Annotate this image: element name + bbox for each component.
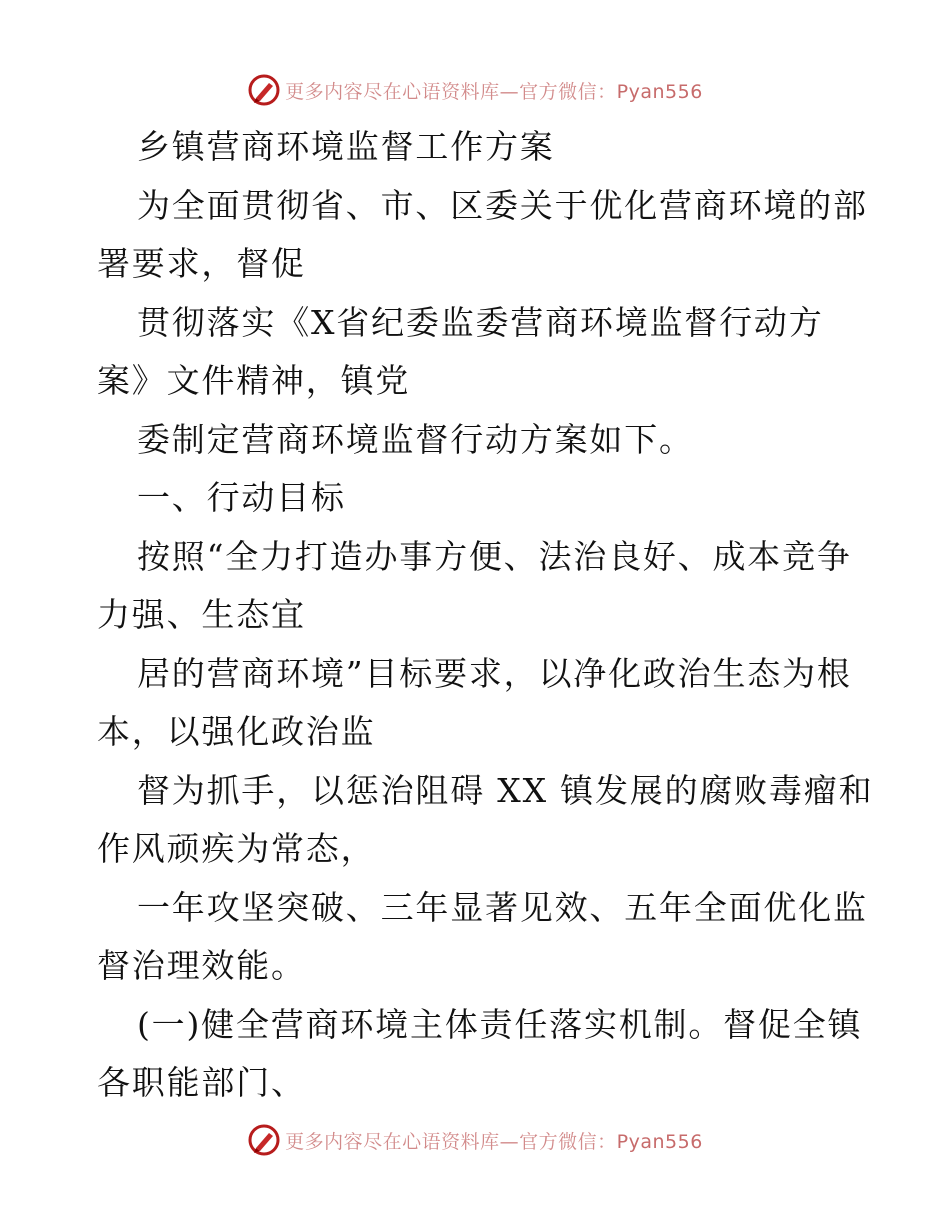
document-body [97, 118, 874, 1113]
text-line: 乡镇营商环境监督工作方案 [137, 127, 555, 166]
watermark-text: 更多内容尽在心语资料库—官方微信：Pyan556 [285, 80, 703, 103]
text-line: 一、行动目标 [137, 478, 346, 517]
text-line: 督治理效能。 [97, 946, 306, 985]
text-line: 各职能部门、 [97, 1063, 306, 1102]
text-line: 督为抓手，以惩治阻碍 XX 镇发展的腐败毒瘤和 [137, 770, 874, 810]
text-line: 居的营商环境”目标要求，以净化政治生态为根 [137, 653, 852, 693]
text-line: 贯彻落实《X省纪委监委营商环境监督行动方 [137, 302, 824, 342]
text-line: 按照“全力打造办事方便、法治良好、成本竞争 [137, 536, 852, 576]
text-line: 委制定营商环境监督行动方案如下。 [137, 419, 694, 459]
text-line: 署要求，督促 [97, 244, 306, 283]
text-line: 本，以强化政治监 [97, 712, 376, 751]
text-line: (一)健全营商环境主体责任落实机制。督促全镇 [137, 1004, 863, 1044]
watermark-text: 更多内容尽在心语资料库—官方微信：Pyan556 [285, 1130, 703, 1153]
text-line: 作风顽疾为常态， [97, 829, 376, 868]
pen-logo-icon [247, 73, 281, 107]
text-line: 案》文件精神，镇党 [97, 361, 411, 400]
text-line: 一年攻坚突破、三年显著见效、五年全面优化监 [137, 887, 868, 927]
watermark-footer [0, 1120, 950, 1160]
text-line: 力强、生态宜 [97, 595, 306, 634]
text-line: 为全面贯彻省、市、区委关于优化营商环境的部 [137, 185, 868, 225]
pen-logo-icon [247, 1123, 281, 1157]
watermark-header [0, 70, 950, 110]
